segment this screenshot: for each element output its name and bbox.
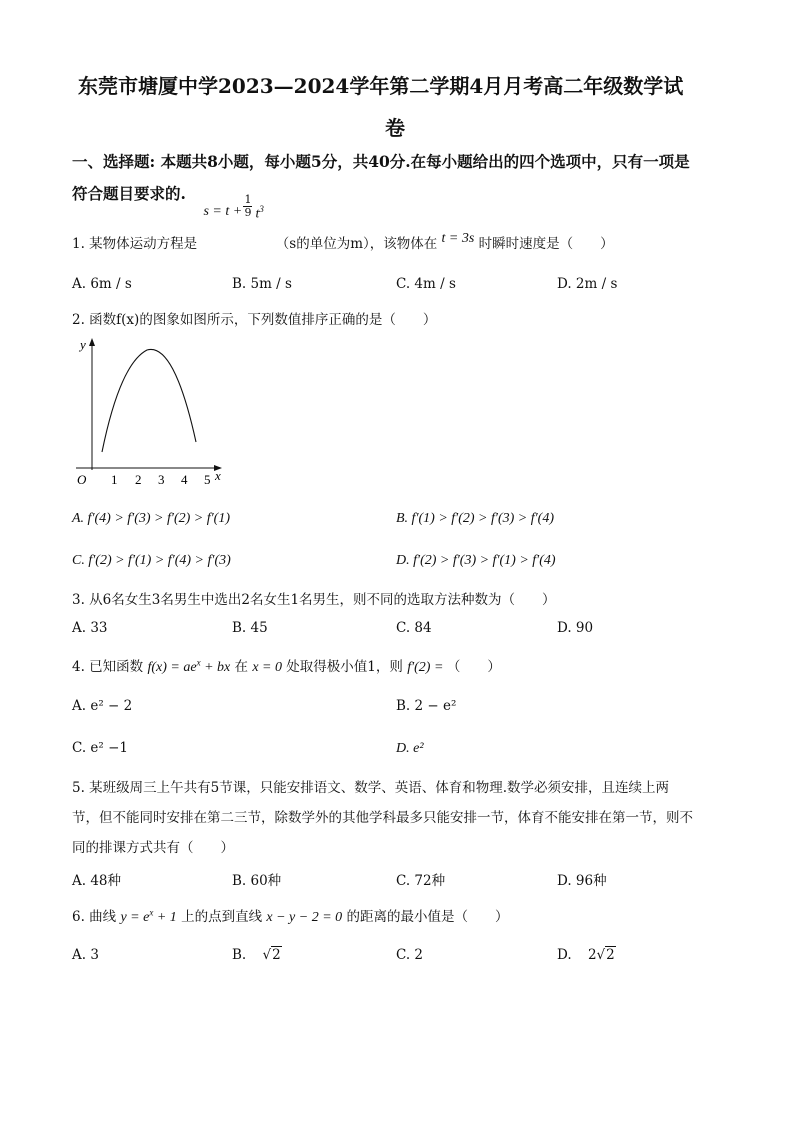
q1-eq-t: $t^3$: [255, 204, 264, 222]
q4-function: $f(x) = ae^x$ + bx: [147, 657, 231, 675]
q6-option-b-math: √2: [262, 947, 281, 963]
tick-label-3: 3: [158, 472, 165, 487]
q4-ask: f′(2) =: [407, 660, 447, 675]
q2-option-c[interactable]: C. f′(2) > f′(1) > f′(4) > f′(3): [72, 553, 231, 568]
q6-option-d-math: 2√2: [587, 947, 615, 963]
q2-option-a[interactable]: A. f′(4) > f′(3) > f′(2) > f′(1): [72, 511, 230, 526]
q5-option-a[interactable]: A. 48种: [72, 873, 122, 889]
q1-prefix: 1. 某物体运动方程是: [72, 236, 198, 252]
q1-option-c[interactable]: C. 4m / s: [396, 276, 456, 292]
exam-title-line2: 卷: [385, 116, 405, 140]
q5-option-b[interactable]: B. 60种: [232, 873, 282, 889]
q1-suffix: 时瞬时速度是（ ）: [478, 236, 614, 252]
exam-title-line1: 东莞市塘厦中学2023—2024学年第二学期4月月考高二年级数学试: [78, 74, 684, 98]
q6-option-d[interactable]: D. 2√2: [557, 947, 615, 963]
q4-option-a[interactable]: A. e² − 2: [72, 698, 133, 714]
tick-label-4: 4: [181, 472, 188, 487]
q6-option-a[interactable]: A. 3: [72, 947, 99, 963]
q6-mid: 上的点到直线: [181, 909, 263, 925]
question-6: [72, 905, 508, 926]
origin-label: O: [77, 472, 87, 487]
tick-label-5: 5: [204, 472, 211, 487]
q5-option-d[interactable]: D. 96种: [557, 873, 607, 889]
q1-frac-den: 9: [244, 206, 252, 219]
q6-suffix: 的距离的最小值是（ ）: [346, 909, 509, 925]
q3-option-a[interactable]: A. 33: [72, 620, 108, 636]
section-heading-line2: 符合题目要求的.: [72, 184, 186, 203]
q4-mid: 在: [234, 659, 249, 675]
question-4: [72, 655, 501, 676]
question-5-line3: 同的排课方式共有（ ）: [72, 840, 234, 856]
q4-option-d[interactable]: D. e²: [396, 741, 424, 756]
q1-time: t = 3s: [441, 231, 475, 246]
q6-curve: $y = e^x + 1$: [120, 907, 177, 925]
q4-option-b[interactable]: B. 2 − e²: [396, 698, 457, 714]
q4-option-c[interactable]: C. e² −1: [72, 740, 129, 756]
tick-label-1: 1: [111, 472, 118, 487]
q1-option-d[interactable]: D. 2m / s: [557, 276, 618, 292]
section-heading-line1: 一、选择题: 本题共8小题，每小题5分，共40分.在每小题给出的四个选项中，只有一项是: [72, 152, 690, 171]
q3-option-d[interactable]: D. 90: [557, 620, 594, 636]
q1-equation: [201, 193, 271, 248]
q4-prefix: 4. 已知函数: [72, 659, 144, 675]
q6-option-c[interactable]: C. 2: [396, 947, 424, 963]
question-5-line1: 5. 某班级周三上午共有5节课，只能安排语文、数学、英语、体育和物理.数学必须安排，且连续上两: [72, 780, 670, 796]
q1-eq-lhs: s = t +: [203, 204, 243, 219]
q4-mid2: 处取得极小值1，则: [286, 659, 403, 675]
q1-mid: （s的单位为m），该物体在: [275, 236, 438, 252]
q1-option-b[interactable]: B. 5m / s: [232, 276, 292, 292]
q4-condition: x = 0: [252, 660, 282, 675]
q2-option-d[interactable]: D. f′(2) > f′(3) > f′(1) > f′(4): [396, 553, 556, 568]
q1-frac-num: 1: [244, 193, 252, 206]
function-curve: [102, 349, 196, 452]
q3-option-c[interactable]: C. 84: [396, 620, 432, 636]
q6-prefix: 6. 曲线: [72, 909, 117, 925]
question-2: 2. 函数f(x)的图象如图所示，下列数值排序正确的是（ ）: [72, 312, 437, 328]
x-axis-label: x: [215, 468, 221, 483]
q2-function-graph: [72, 334, 232, 490]
y-axis-label: y: [80, 337, 86, 352]
q1-option-a[interactable]: A. 6m / s: [72, 276, 132, 292]
tick-label-2: 2: [135, 472, 142, 487]
question-3: 3. 从6名女生3名男生中选出2名女生1名男生，则不同的选取方法种数为（ ）: [72, 592, 556, 608]
q4-suffix: （ ）: [446, 659, 501, 675]
y-axis-arrow: [89, 338, 95, 346]
question-5-line2: 节，但不能同时安排在第二三节，除数学外的其他学科最多只能安排一节，体育不能安排在第一节，则不: [72, 810, 693, 826]
q1-fraction: [243, 194, 252, 219]
q6-line: x − y − 2 = 0: [266, 910, 343, 925]
q6-option-b[interactable]: B. √2: [232, 947, 281, 963]
q2-option-b[interactable]: B. f′(1) > f′(2) > f′(3) > f′(4): [396, 511, 554, 526]
q5-option-c[interactable]: C. 72种: [396, 873, 446, 889]
q3-option-b[interactable]: B. 45: [232, 620, 268, 636]
